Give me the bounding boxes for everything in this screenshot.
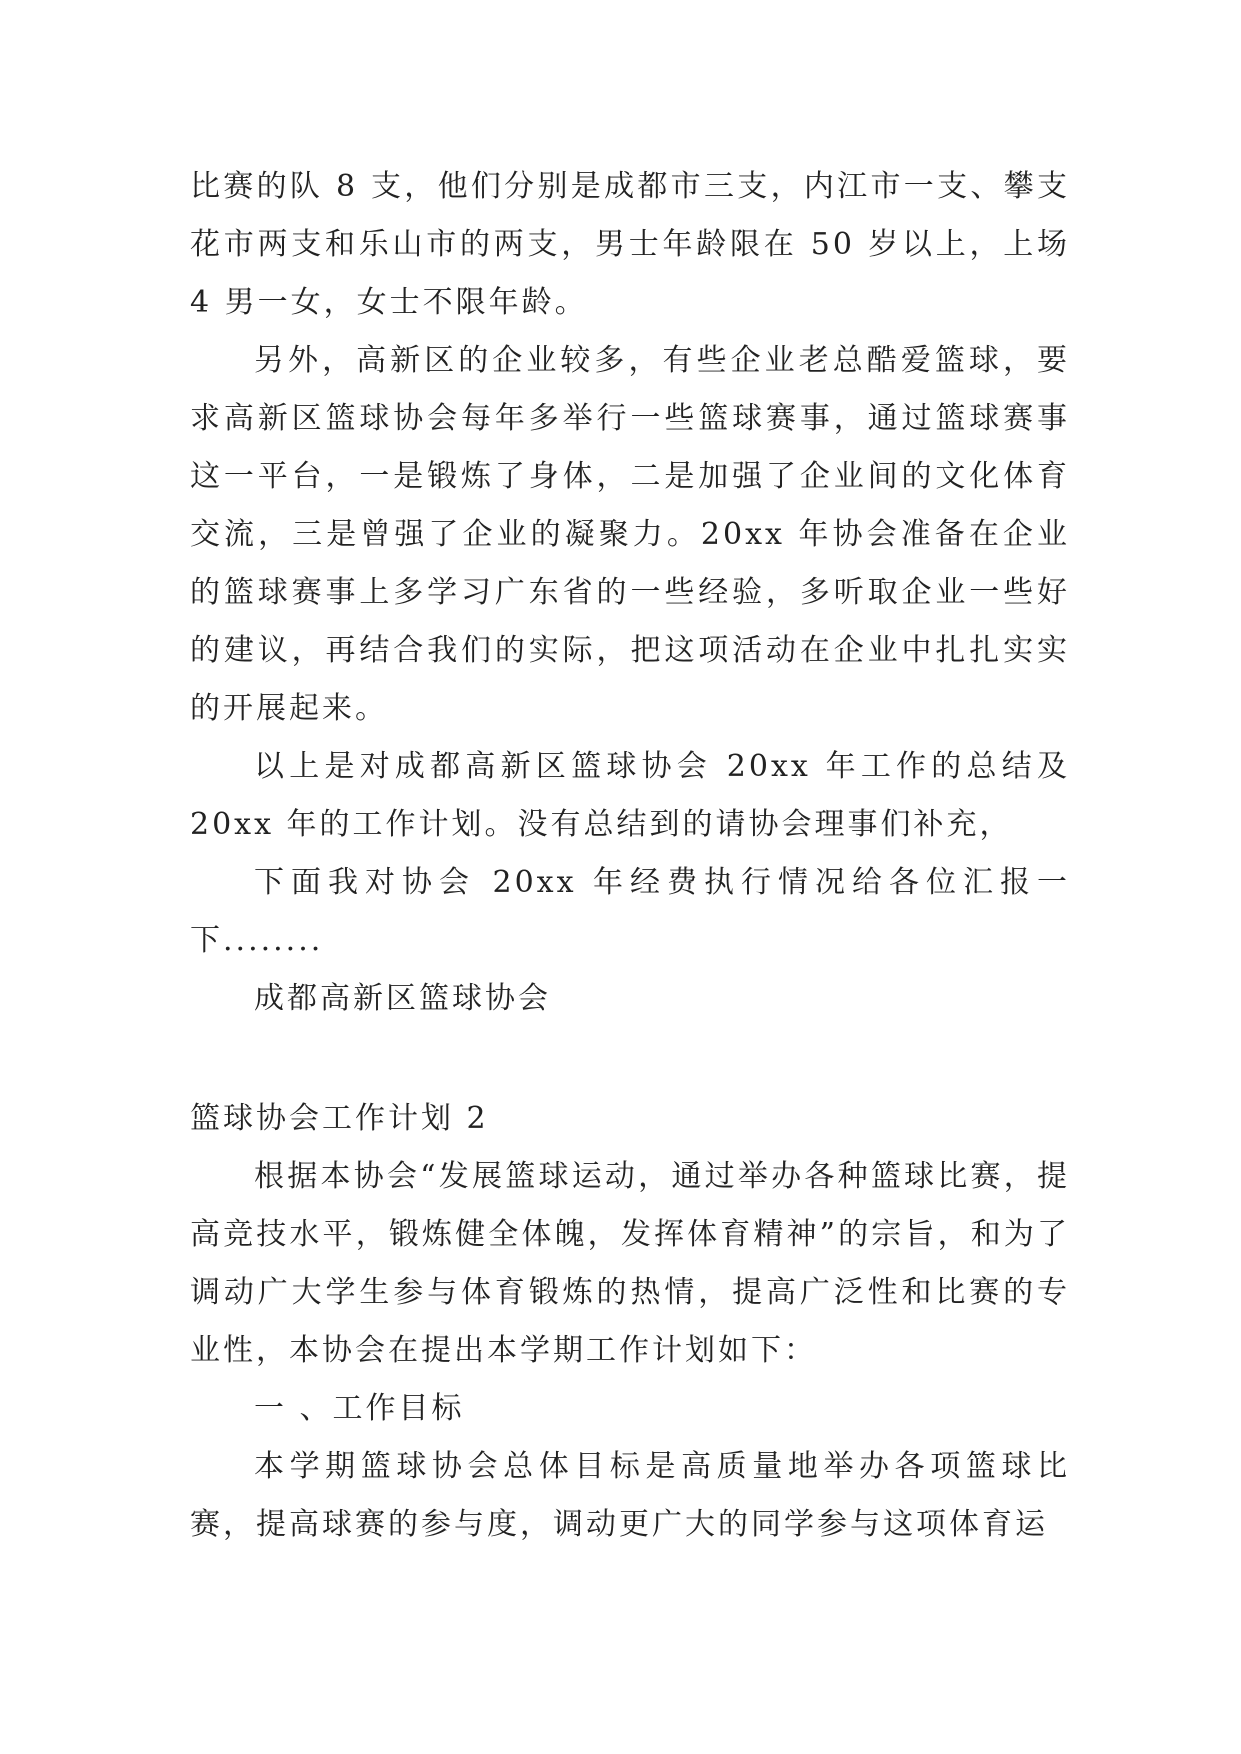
paragraph-enterprise: 另外，高新区的企业较多，有些企业老总酷爱篮球，要求高新区篮球协会每年多举行一些篮球赛事，通过篮球赛事这一平台，一是锻炼了身体，二是加强了企业间的文化体育交流，三是曾强了企业的凝聚力。20xx 年协会准备在企业的篮球赛事上多学习广东省的一些经验，多听取企业一些好的建议，再结合我们的实际，把这项活动在企业中扎扎实实的开展起来。 bbox=[190, 343, 1070, 726]
paragraph-funding-report: 下面我对协会 20xx 年经费执行情况给各位汇报一下........ bbox=[190, 865, 1070, 958]
paragraph-purpose: 根据本协会“发展篮球运动，通过举办各种篮球比赛，提高竞技水平，锻炼健全体魄，发挥体育精神”的宗旨，和为了调动广大学生参与体育锻炼的热情，提高广泛性和比赛的专业性，本协会在提出本学期工作计划如下： bbox=[190, 1159, 1070, 1368]
document-body bbox=[190, 158, 1070, 1554]
subheading-goals: 一 、工作目标 bbox=[254, 1391, 465, 1426]
paragraph-teams: 比赛的队 8 支，他们分别是成都市三支，内江市一支、攀支花市两支和乐山市的两支，男士年龄限在 50 岁以上，上场 4 男一女，女士不限年龄。 bbox=[190, 169, 1070, 320]
section-heading: 篮球协会工作计划 2 bbox=[190, 1101, 489, 1136]
paragraph-goals: 本学期篮球协会总体目标是高质量地举办各项篮球比赛，提高球赛的参与度，调动更广大的同学参与这项体育运 bbox=[190, 1449, 1070, 1542]
signature-association: 成都高新区篮球协会 bbox=[254, 981, 551, 1016]
paragraph-summary: 以上是对成都高新区篮球协会 20xx 年工作的总结及 20xx 年的工作计划。没有总结到的请协会理事们补充， bbox=[190, 749, 1070, 842]
